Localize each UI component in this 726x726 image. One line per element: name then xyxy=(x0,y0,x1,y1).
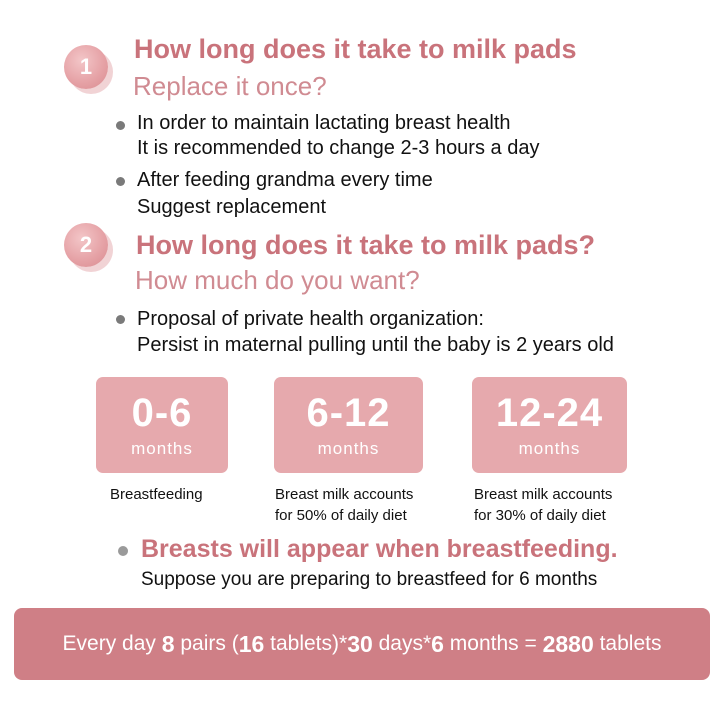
stage-caption-line-1: Breast milk accounts xyxy=(275,486,414,503)
section-1-bullet-1-line-1: In order to maintain lactating breast health xyxy=(137,112,511,134)
section-2-subtitle: How much do you want? xyxy=(135,265,420,295)
note-heading: Breasts will appear when breastfeeding. xyxy=(141,535,618,563)
stage-range: 12-24 xyxy=(495,391,604,435)
stage-unit: months xyxy=(131,439,193,458)
section-2-bullet-1-line-1: Proposal of private health organization: xyxy=(137,308,484,330)
section-1-bullet-2-line-2: Suggest replacement xyxy=(137,196,327,218)
section-2-title: How long does it take to milk pads? xyxy=(136,230,596,260)
stage-caption-line-1: Breastfeeding xyxy=(110,486,203,503)
section-1-subtitle: Replace it once? xyxy=(133,71,327,101)
formula-pairs: 8 xyxy=(161,630,175,657)
section-1-bullet-2-line-1: After feeding grandma every time xyxy=(137,169,433,191)
formula-days: 30 xyxy=(347,630,373,657)
stage-box-12-24 xyxy=(472,377,627,473)
section-2-bullet-1-line-2: Persist in maternal pulling until the baby is 2 years old xyxy=(137,334,614,356)
stage-box-0-6 xyxy=(96,377,228,473)
stage-caption-line-2: for 30% of daily diet xyxy=(474,507,606,524)
formula-text-4: days* xyxy=(372,632,432,655)
stage-unit: months xyxy=(317,439,380,458)
stage-1-caption xyxy=(275,484,413,526)
stage-range: 0-6 xyxy=(131,391,193,435)
formula-total: 2880 xyxy=(542,630,594,657)
stage-2-caption xyxy=(474,484,612,526)
formula-tablets: 16 xyxy=(238,630,265,657)
section-1-title: How long does it take to milk pads xyxy=(134,34,577,64)
bullet-dot xyxy=(116,121,125,130)
section-1-number: 1 xyxy=(79,54,93,79)
section-2-number-badge xyxy=(64,223,108,267)
section-2-number: 2 xyxy=(79,232,93,257)
bullet-dot xyxy=(118,546,128,556)
bullet-dot xyxy=(116,315,125,324)
stage-range: 6-12 xyxy=(306,391,391,435)
note-text: Suppose you are preparing to breastfeed for 6 months xyxy=(141,569,598,590)
formula-banner xyxy=(14,608,710,680)
stage-box-6-12 xyxy=(274,377,423,473)
formula-text-6: tablets xyxy=(593,632,662,655)
formula-text-5: months = xyxy=(443,632,543,655)
section-1-number-badge xyxy=(64,45,108,89)
section-1-bullet-1-line-2: It is recommended to change 2-3 hours a day xyxy=(137,137,540,159)
formula-text-1: Every day xyxy=(62,632,162,655)
formula-months: 6 xyxy=(431,630,444,657)
bullet-dot xyxy=(116,177,125,186)
stage-unit: months xyxy=(518,439,581,458)
formula-text-3: tablets)* xyxy=(264,632,348,655)
stage-0-caption xyxy=(110,484,203,505)
stage-caption-line-2: for 50% of daily diet xyxy=(275,507,407,524)
formula-text-2: pairs ( xyxy=(174,632,239,655)
stage-caption-line-1: Breast milk accounts xyxy=(474,486,613,503)
